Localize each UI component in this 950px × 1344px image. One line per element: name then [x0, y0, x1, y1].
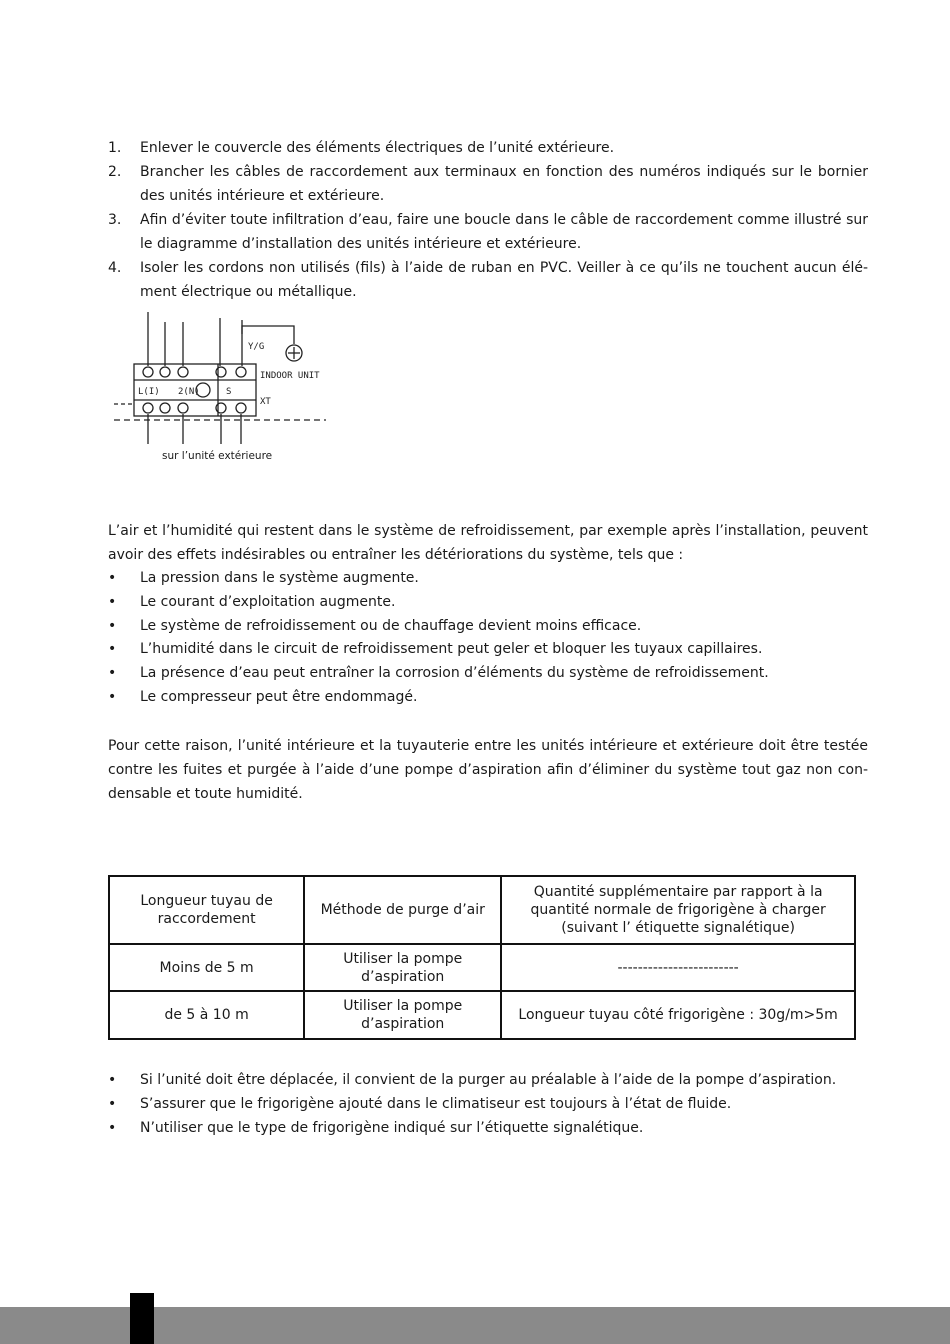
- bullet: •: [108, 570, 117, 586]
- table-row: [109, 944, 855, 992]
- table-cell: de 5 à 10 m: [109, 991, 304, 1039]
- effects-list: [108, 567, 868, 710]
- diagram-caption: sur l’unité extérieure: [162, 450, 273, 462]
- bullet: •: [108, 1119, 117, 1136]
- notes-list: [108, 1069, 868, 1140]
- step-item: [108, 160, 868, 208]
- table-header-row: [109, 876, 855, 944]
- bullet: •: [108, 1095, 117, 1112]
- table-cell: Moins de 5 m: [109, 944, 304, 992]
- diagram-label-n: 2(N): [178, 387, 200, 397]
- table-row: [109, 991, 855, 1039]
- step-number: 3.: [108, 212, 122, 228]
- list-item-text: La présence d’eau peut entraîner la corrosion d’éléments du système de refroidissement.: [140, 665, 769, 682]
- list-item-text: N’utiliser que le type de frigorigène indiqué sur l’étiquette signalétique.: [140, 1119, 644, 1136]
- diagram-label-yg: Y/G: [248, 342, 265, 352]
- step-text: Enlever le couvercle des éléments électriques de l’unité extérieure.: [140, 140, 615, 156]
- list-item: [108, 615, 868, 639]
- step-number: 2.: [108, 164, 122, 180]
- bullet: •: [108, 665, 117, 682]
- diagram-label-indoor: INDOOR UNIT: [260, 371, 320, 381]
- intro-paragraph: L’air et l’humidité qui restent dans le système de refroidissement, par exemple après l’installation, peuvent avoir des effets indésirables ou entraîner les détériorations du système, tels que :: [108, 523, 868, 563]
- list-item: [108, 662, 868, 686]
- terminal-block-diagram: [108, 304, 330, 456]
- table-cell: Longueur tuyau côté frigorigène : 30g/m>5m: [501, 991, 855, 1039]
- step-item: [108, 256, 868, 304]
- reason-paragraph: Pour cette raison, l’unité intérieure et la tuyauterie entre les unités intérieure et extérieure doit être testée contre les fuites et purgée à l’aide d’une pompe d’aspiration afin d’éliminer du système tout gaz non con-densable et toute humidité.: [108, 738, 868, 802]
- footer-tab-marker: [130, 1293, 154, 1344]
- table-header-cell: Quantité supplémentaire par rapport à la quantité normale de frigorigène à charger (suivant l’ étiquette signalétique): [501, 876, 855, 944]
- step-item: [108, 208, 868, 256]
- list-item: [108, 1093, 868, 1117]
- list-item-text: Si l’unité doit être déplacée, il convient de la purger au préalable à l’aide de la pompe d’aspiration.: [140, 1072, 837, 1088]
- list-item-text: Le compresseur peut être endommagé.: [140, 688, 418, 705]
- table-cell: Utiliser la pompe d’aspiration: [304, 991, 501, 1039]
- list-item: [108, 1069, 868, 1093]
- step-item: [108, 136, 868, 160]
- list-item: [108, 638, 868, 662]
- bullet: •: [108, 593, 117, 610]
- list-item-text: Le courant d’exploitation augmente.: [140, 593, 396, 610]
- step-text: Afin d’éviter toute infiltration d’eau, faire une boucle dans le câble de raccordement comme illustré sur le diagramme d’installation des unités intérieure et extérieure.: [140, 212, 868, 252]
- list-item-text: La pression dans le système augmente.: [140, 570, 419, 586]
- table-header-cell: Méthode de purge d’air: [304, 876, 501, 944]
- list-item-text: Le système de refroidissement ou de chauffage devient moins efficace.: [140, 617, 642, 634]
- step-number: 1.: [108, 140, 122, 156]
- list-item: [108, 567, 868, 591]
- list-item: [108, 686, 868, 710]
- bullet: •: [108, 641, 117, 658]
- purge-table: [108, 875, 856, 1040]
- list-item-text: L’humidité dans le circuit de refroidissement peut geler et bloquer les tuyaux capillaires.: [140, 641, 763, 658]
- table-cell: Utiliser la pompe d’aspiration: [304, 944, 501, 992]
- bullet: •: [108, 617, 117, 634]
- bullet: •: [108, 688, 117, 705]
- list-item: [108, 591, 868, 615]
- table-cell: ------------------------: [501, 944, 855, 992]
- step-text: Brancher les câbles de raccordement aux terminaux en fonction des numéros indiqués sur le bornier des unités intérieure et extérieure.: [140, 164, 868, 204]
- list-item: [108, 1117, 868, 1141]
- diagram-label-xt: XT: [260, 397, 271, 407]
- step-number: 4.: [108, 260, 122, 276]
- diagram-label-s: S: [226, 387, 232, 397]
- bullet: •: [108, 1072, 117, 1088]
- step-text: Isoler les cordons non utilisés (fils) à l’aide de ruban en PVC. Veiller à ce qu’ils ne touchent aucun élé-ment électrique ou métallique.: [140, 260, 868, 300]
- wiring-steps: [108, 136, 868, 304]
- diagram-label-l: L(I): [138, 387, 160, 397]
- table-header-cell: Longueur tuyau de raccordement: [109, 876, 304, 944]
- list-item-text: S’assurer que le frigorigène ajouté dans le climatiseur est toujours à l’état de fluide.: [140, 1095, 732, 1112]
